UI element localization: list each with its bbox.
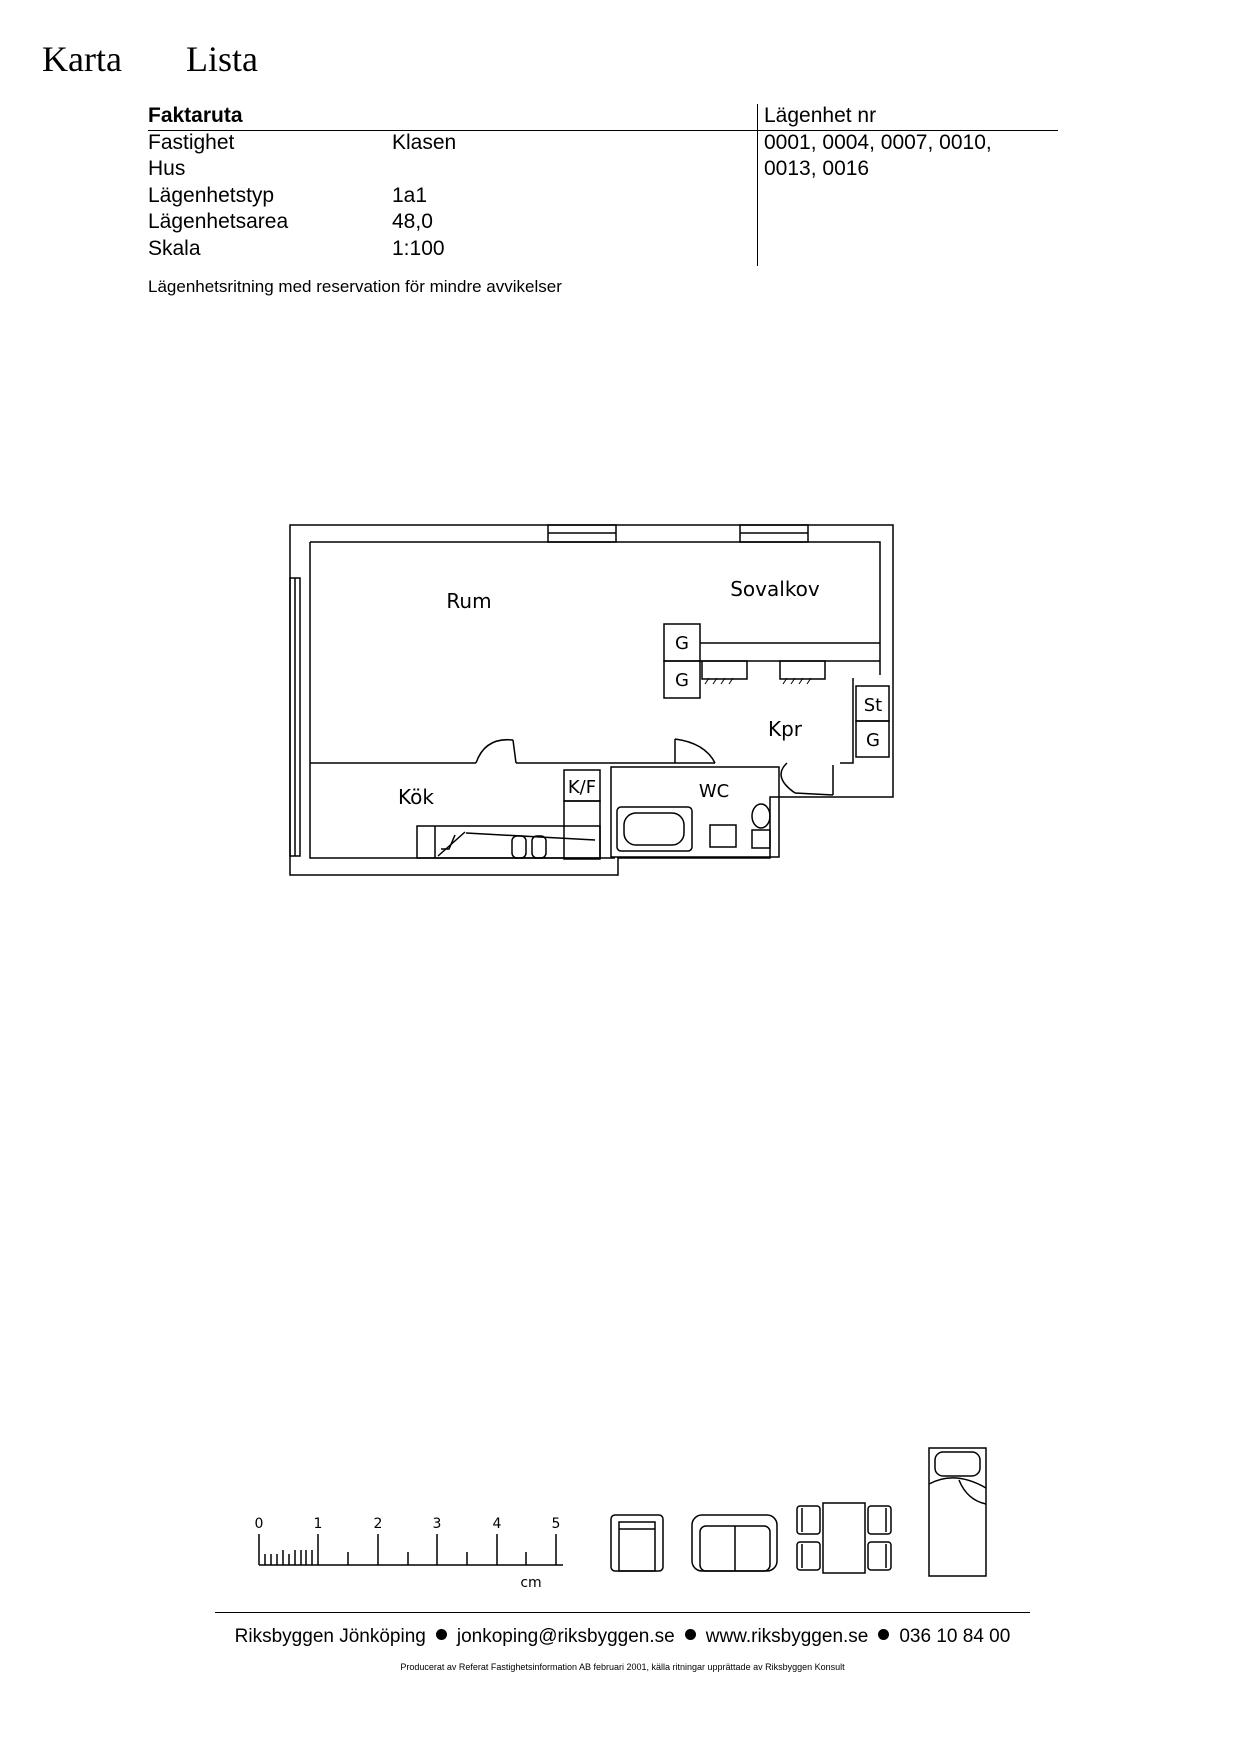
scale-tick-3: 3	[432, 1516, 442, 1532]
bullet-icon	[436, 1629, 447, 1640]
value-fastighet: Klasen	[392, 131, 457, 154]
room-label-kok: Kök	[398, 785, 434, 809]
floor-plan	[280, 515, 900, 885]
closet-label-g-3: G	[866, 730, 880, 751]
closet-label-g-2: G	[675, 670, 689, 691]
closet-label-g-1: G	[675, 633, 689, 654]
scale-and-furniture-legend	[215, 1440, 1035, 1590]
scale-tick-1: 1	[313, 1516, 323, 1532]
armchair-icon	[611, 1515, 663, 1571]
room-label-rum: Rum	[446, 589, 492, 613]
footer-contact	[215, 1626, 1030, 1648]
room-label-kpr: Kpr	[767, 717, 803, 741]
label-skala: Skala	[148, 237, 201, 260]
room-label-sovalkov: Sovalkov	[730, 577, 820, 601]
producer-credit: Producerat av Referat Fastighetsinformation AB februari 2001, källa ritningar upprättade av Riksbyggen Konsult	[400, 1662, 845, 1672]
room-label-wc: WC	[698, 781, 730, 802]
disclaimer: Lägenhetsritning med reservation för mindre avvikelser	[148, 277, 562, 296]
faktaruta-title: Faktaruta	[148, 104, 243, 127]
scale-bar	[259, 1534, 563, 1565]
sofa-icon	[692, 1515, 777, 1571]
bed-icon	[929, 1448, 986, 1576]
closet-label-st: St	[863, 695, 883, 716]
label-lagenhetsarea: Lägenhetsarea	[148, 210, 289, 233]
scale-tick-2: 2	[373, 1516, 383, 1532]
apartment-numbers-line-1: 0001, 0004, 0007, 0010,	[764, 131, 992, 154]
scale-tick-0: 0	[254, 1516, 264, 1532]
footer-divider	[215, 1612, 1030, 1613]
dining-table-icon	[797, 1503, 891, 1573]
scale-unit: cm	[520, 1575, 542, 1590]
top-nav	[42, 38, 258, 80]
bullet-icon	[878, 1629, 889, 1640]
value-skala: 1:100	[392, 237, 445, 260]
label-fastighet: Fastighet	[148, 131, 235, 154]
apartment-header: Lägenhet nr	[764, 104, 877, 127]
nav-link-karta[interactable]: Karta	[42, 39, 122, 79]
apartment-numbers-line-2: 0013, 0016	[764, 157, 870, 180]
faktaruta	[148, 100, 1058, 266]
scale-tick-4: 4	[492, 1516, 502, 1532]
email-link[interactable]: jonkoping@riksbyggen.se	[456, 1626, 675, 1647]
faktaruta-column-divider	[757, 104, 758, 266]
label-lagenhetstyp: Lägenhetstyp	[148, 184, 275, 207]
phone-number: 036 10 84 00	[899, 1626, 1011, 1647]
room-label-kf: K/F	[567, 777, 597, 798]
value-lagenhetstyp: 1a1	[392, 184, 428, 207]
value-lagenhetsarea: 48,0	[392, 210, 433, 233]
label-hus: Hus	[148, 157, 186, 180]
nav-link-lista[interactable]: Lista	[186, 39, 258, 79]
bullet-icon	[685, 1629, 696, 1640]
company-name: Riksbyggen Jönköping	[234, 1626, 426, 1647]
scale-tick-5: 5	[551, 1516, 561, 1532]
website-link[interactable]: www.riksbyggen.se	[705, 1626, 869, 1647]
